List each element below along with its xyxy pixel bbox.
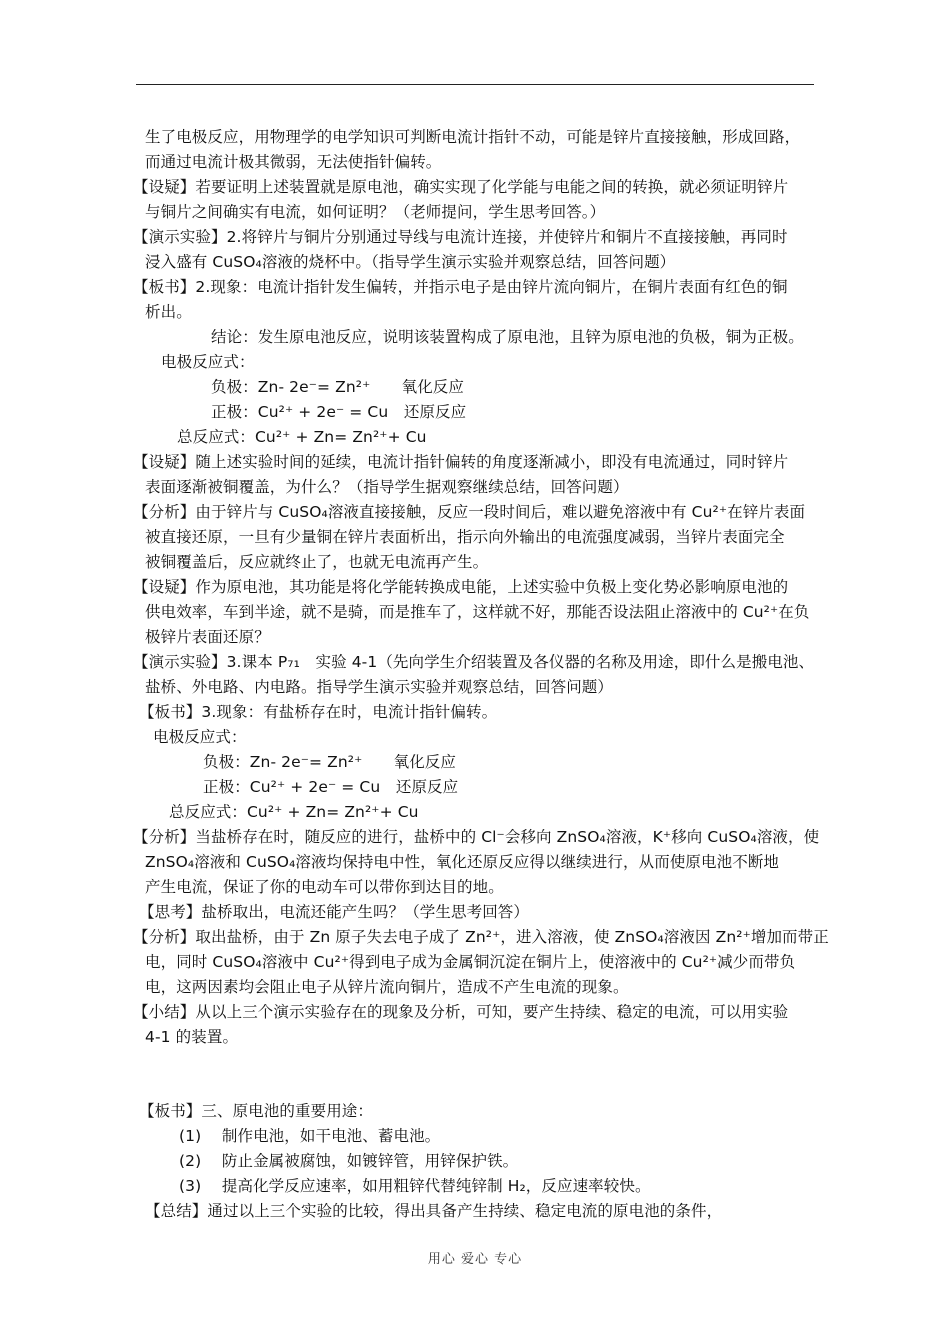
text-line: 产生电流，保证了你的电动车可以带你到达目的地。	[145, 878, 504, 896]
text-line: 表面逐渐被铜覆盖，为什么？（指导学生据观察继续总结，回答问题）	[145, 478, 629, 496]
header-rule	[136, 84, 814, 85]
text-line: 生了电极反应，用物理学的电学知识可判断电流计指针不动，可能是锌片直接接触，形成回路，	[145, 128, 801, 146]
text-line: 【设疑】随上述实验时间的延续，电流计指针偏转的角度逐渐减小，即没有电流通过，同时锌片	[133, 453, 789, 471]
text-line: 【分析】由于锌片与 CuSO₄溶液直接接触，反应一段时间后，难以避免溶液中有 Cu²⁺在锌片表面	[133, 503, 806, 521]
text-line: 极锌片表面还原？	[145, 628, 270, 646]
text-line: (1) 制作电池，如干电池、蓄电池。	[179, 1127, 441, 1145]
text-line: 电极反应式：	[153, 728, 247, 746]
text-line: 【演示实验】3.课本 P₇₁ 实验 4-1（先向学生介绍装置及各仪器的名称及用途，即什么是搬电池、	[133, 653, 815, 671]
text-line: 被铜覆盖后，反应就终止了，也就无电流再产生。	[145, 553, 489, 571]
text-line: (2) 防止金属被腐蚀，如镀锌管，用锌保护铁。	[179, 1152, 519, 1170]
text-line: 4-1 的装置。	[145, 1028, 239, 1046]
text-line: 总反应式：Cu²⁺ + Zn= Zn²⁺+ Cu	[169, 803, 419, 821]
text-line: 析出。	[145, 303, 192, 321]
text-line: 【设疑】若要证明上述装置就是原电池，确实实现了化学能与电能之间的转换，就必须证明锌片	[133, 178, 789, 196]
text-line: 正极：Cu²⁺ + 2e⁻ = Cu 还原反应	[211, 403, 467, 421]
text-line: 结论：发生原电池反应，说明该装置构成了原电池，且锌为原电池的负极，铜为正极。	[211, 328, 804, 346]
text-line: 【分析】取出盐桥，由于 Zn 原子失去电子成了 Zn²⁺，进入溶液，使 ZnSO₄溶液因 Zn²⁺增加而带正	[133, 928, 829, 946]
text-line: ZnSO₄溶液和 CuSO₄溶液均保持电中性，氧化还原反应得以继续进行，从而使原电池不断地	[145, 853, 780, 871]
text-line: 【小结】从以上三个演示实验存在的现象及分析，可知，要产生持续、稳定的电流，可以用实验	[133, 1003, 789, 1021]
text-line: 【设疑】作为原电池，其功能是将化学能转换成电能，上述实验中负极上变化势必影响原电池的	[133, 578, 789, 596]
text-line: 电极反应式：	[161, 353, 255, 371]
text-line: 【演示实验】2.将锌片与铜片分别通过导线与电流计连接，并使锌片和铜片不直接接触，再同时	[133, 228, 788, 246]
text-line: 【分析】当盐桥存在时，随反应的进行，盐桥中的 Cl⁻会移向 ZnSO₄溶液，K⁺移向 CuSO₄溶液，使	[133, 828, 820, 846]
text-line: 【总结】通过以上三个实验的比较，得出具备产生持续、稳定电流的原电池的条件，	[145, 1202, 723, 1220]
text-line: 负极：Zn- 2e⁻= Zn²⁺ 氧化反应	[211, 378, 464, 396]
text-line: 正极：Cu²⁺ + 2e⁻ = Cu 还原反应	[203, 778, 459, 796]
text-line: 供电效率，车到半途，就不是骑，而是推车了，这样就不好，那能否设法阻止溶液中的 Cu²⁺在负	[145, 603, 810, 621]
page-footer: 用心 爱心 专心	[427, 1252, 523, 1267]
text-line: 电，这两因素均会阻止电子从锌片流向铜片，造成不产生电流的现象。	[145, 978, 629, 996]
text-line: 与铜片之间确实有电流，如何证明？（老师提问，学生思考回答。）	[145, 203, 606, 221]
text-line: 【思考】盐桥取出，电流还能产生吗？（学生思考回答）	[139, 903, 530, 921]
text-line: 盐桥、外电路、内电路。指导学生演示实验并观察总结，回答问题）	[145, 678, 614, 696]
text-line: 总反应式：Cu²⁺ + Zn= Zn²⁺+ Cu	[177, 428, 427, 446]
text-line: 【板书】3.现象：有盐桥存在时，电流计指针偏转。	[139, 703, 498, 721]
text-line: 浸入盛有 CuSO₄溶液的烧杯中。（指导学生演示实验并观察总结，回答问题）	[145, 253, 676, 271]
text-line: 【板书】三、原电池的重要用途：	[139, 1102, 374, 1120]
text-line: 而通过电流计极其微弱，无法使指针偏转。	[145, 153, 442, 171]
text-line: 【板书】2.现象：电流计指针发生偏转，并指示电子是由锌片流向铜片，在铜片表面有红色的铜	[133, 278, 788, 296]
text-line: 被直接还原，一旦有少量铜在锌片表面析出，指示向外输出的电流强度减弱，当锌片表面完全	[145, 528, 785, 546]
text-line: (3) 提高化学反应速率，如用粗锌代替纯锌制 H₂，反应速率较快。	[179, 1177, 651, 1195]
text-line: 电，同时 CuSO₄溶液中 Cu²⁺得到电子成为金属铜沉淀在铜片上，使溶液中的 Cu²⁺减少而带负	[145, 953, 796, 971]
text-line: 负极：Zn- 2e⁻= Zn²⁺ 氧化反应	[203, 753, 456, 771]
